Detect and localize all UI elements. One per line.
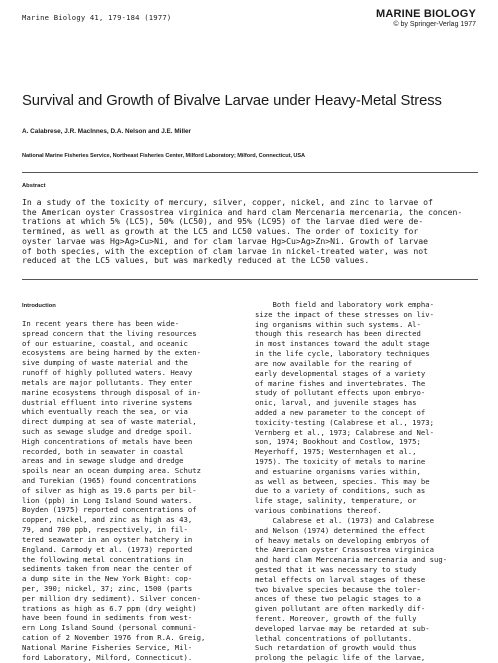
text-line: given pollutant are often markedly dif- [255, 604, 426, 614]
text-line: in the life cycle, laboratory techniques [255, 349, 430, 359]
text-line: various combinations thereof. [255, 506, 382, 516]
text-line: cation of 2 November 1976 from R.A. Greig, [22, 633, 206, 642]
journal-citation: Marine Biology 41, 179-184 (1977) [22, 13, 172, 22]
text-line: such as sewage sludge and dredge spoil. [22, 426, 193, 436]
text-line: Both field and laboratory work empha- [255, 300, 434, 309]
text-line: onic, larval, and juvenile stages has [255, 398, 417, 408]
text-line: ing organisms within such systems. Al- [255, 319, 421, 329]
text-line: sediments taken from near the center of [22, 564, 193, 574]
text-line: tered seawater in an oyster hatchery in [22, 534, 193, 544]
introduction-column-right [255, 300, 490, 663]
text-line: recorded, both in seawater in coastal [22, 446, 184, 456]
text-line: Such retardation of growth would thus [255, 643, 417, 653]
abstract-line: oyster larvae was Hg>Ag>Cu>Ni, and for clam larvae Hg>Cu>Ag>Zn>Ni. Growth of larvae [22, 235, 429, 246]
abstract-line: reduced at the LC5 values, but was markedly reduced at the LC50 values. [22, 255, 370, 266]
text-line: the following metal concentrations in [22, 554, 184, 564]
abstract-heading: Abstract [22, 183, 46, 189]
text-line: High concentrations of metals have been [22, 436, 193, 446]
introduction-column-left [22, 319, 252, 662]
text-line: England. Carmody et al. (1973) reported [22, 544, 193, 554]
author-affiliation: National Marine Fisheries Service, Northeast Fisheries Center, Milford Laboratory; Milford, Connecticut, USA [22, 153, 306, 159]
abstract-body [22, 198, 484, 266]
text-line: two bivalve species because the toler- [255, 584, 421, 594]
text-line: metal effects on larval stages of these [255, 574, 426, 584]
brand-copyright: © by Springer-Verlag 1977 [393, 21, 476, 28]
text-line: and Turekian (1965) found concentrations [22, 476, 197, 485]
text-line: direct dumping at sea of waste material, [22, 417, 197, 427]
text-line: sive dumping of waste material and the [22, 358, 188, 368]
text-line: 1975). The toxicity of metals to marine [255, 457, 426, 466]
text-line: gested that it was necessary to study [255, 564, 417, 574]
abstract-line: termined, as well as growth at the LC5 and LC50 values. The order of toxicity for [22, 226, 419, 237]
text-line: of heavy metals on developing embryos of [255, 535, 430, 545]
text-line: runoff of highly polluted waters. Heavy [22, 368, 193, 378]
text-line: ferent. Moreover, growth of the fully [255, 614, 417, 623]
text-line: added a new parameter to the concept of [255, 407, 426, 417]
text-line: ances of these two pelagic stages to a [255, 594, 421, 604]
abstract-line: of both species, with the exception of clam larvae in nickel-treated water, was not [22, 245, 429, 256]
text-line: have been found in sediments from west- [22, 613, 193, 623]
text-line: per, 390; nickel, 37; zinc, 1500 (parts [22, 583, 193, 593]
text-line: life stage, salinity, temperature, or [255, 496, 417, 506]
text-line: 79, and 700 ppb, respectively, in fil- [22, 525, 188, 535]
paper-title: Survival and Growth of Bivalve Larvae under Heavy-Metal Stress [22, 93, 442, 109]
text-line: in most instances toward the adult stage [255, 339, 430, 349]
text-line: In recent years there has been wide- [22, 319, 180, 328]
text-line: copper, nickel, and zinc as high as 43, [22, 515, 193, 525]
text-line: prolong the pelagic life of the larvae, [255, 653, 426, 663]
text-line: spoils near an ocean dumping area. Schutz [22, 466, 201, 476]
text-line: lion (ppb) in Long Island Sound waters. [22, 495, 193, 505]
abstract-line: In a study of the toxicity of mercury, silver, copper, nickel, and zinc to larvae of [22, 197, 433, 207]
text-line: areas and in sewage sludge and dredge [22, 456, 184, 466]
text-line: toxicity-testing (Calabrese et al., 1973; [255, 417, 434, 427]
text-line: early developmental stages of a variety [255, 368, 426, 378]
text-line: study of pollutant effects upon embryo- [255, 388, 426, 398]
text-line: Boyden (1975) reported concentrations of [22, 505, 197, 515]
text-line: and hard clam Mercenaria mercenaria and sug- [255, 555, 448, 565]
text-line: Vernberg et al., 1973; Calabrese and Nel- [255, 427, 434, 437]
author-list: A. Calabrese, J.R. MacInnes, D.A. Nelson and J.E. Miller [22, 128, 192, 135]
text-line: ern Long Island Sound (personal communi- [22, 623, 197, 633]
brand-title: MARINE BIOLOGY [376, 8, 476, 20]
text-line: National Marine Fisheries Service, Mil- [22, 642, 193, 652]
publisher-brand [376, 8, 476, 28]
text-line: Calabrese et al. (1973) and Calabrese [255, 515, 434, 525]
text-line: developed larvae may be retarded at sub- [255, 623, 430, 633]
text-line: trations as high as 6.7 ppm (dry weight) [22, 603, 197, 613]
text-line: the American oyster Crassostrea virginica [255, 545, 434, 555]
text-line: though this research has been directed [255, 329, 421, 339]
text-line: size the impact of these stresses on liv- [255, 309, 434, 319]
text-line: as well as between, species. This may be [255, 476, 430, 486]
divider [22, 172, 478, 173]
text-line: due to a variety of conditions, such as [255, 486, 426, 496]
text-line: of marine fishes and invertebrates. The [255, 378, 426, 388]
introduction-heading: Introduction [22, 303, 56, 309]
abstract-line: trations at which 5% (LC5), 50% (LC50), and 95% (LC95) of the larvae died were de- [22, 216, 424, 227]
text-line: lethal concentrations of pollutants. [255, 633, 413, 643]
text-line: of our estuarine, coastal, and oceanic [22, 338, 188, 348]
text-line: and estuarine organisms varies within, [255, 466, 421, 476]
text-line: a dump site in the New York Bight: cop- [22, 574, 193, 584]
text-line: dustrial effluent into riverine systems [22, 397, 193, 407]
abstract-line: the American oyster Crassostrea virginica and hard clam Mercenaria mercenaria, the concen- [22, 206, 463, 217]
text-line: ecosystems are being harmed by the exten- [22, 348, 201, 358]
text-line: metals are major pollutants. They enter [22, 377, 193, 387]
text-line: Meyerhoff, 1975; Westernhagen et al., [255, 447, 417, 457]
text-line: son, 1974; Bookhout and Costlow, 1975; [255, 437, 421, 447]
text-line: of silver as high as 19.6 parts per bil- [22, 485, 197, 495]
text-line: which eventually reach the sea, or via [22, 407, 188, 417]
text-line: spread concern that the living resources [22, 328, 197, 338]
text-line: are now available for the rearing of [255, 358, 413, 368]
text-line: and Nelson (1974) determined the effect [255, 525, 426, 535]
text-line: per million dry sediment). Silver concen- [22, 593, 201, 603]
text-line: marine ecosystems through disposal of in- [22, 387, 201, 397]
text-line: ford Laboratory, Milford, Connecticut). [22, 652, 193, 662]
divider [22, 279, 478, 280]
